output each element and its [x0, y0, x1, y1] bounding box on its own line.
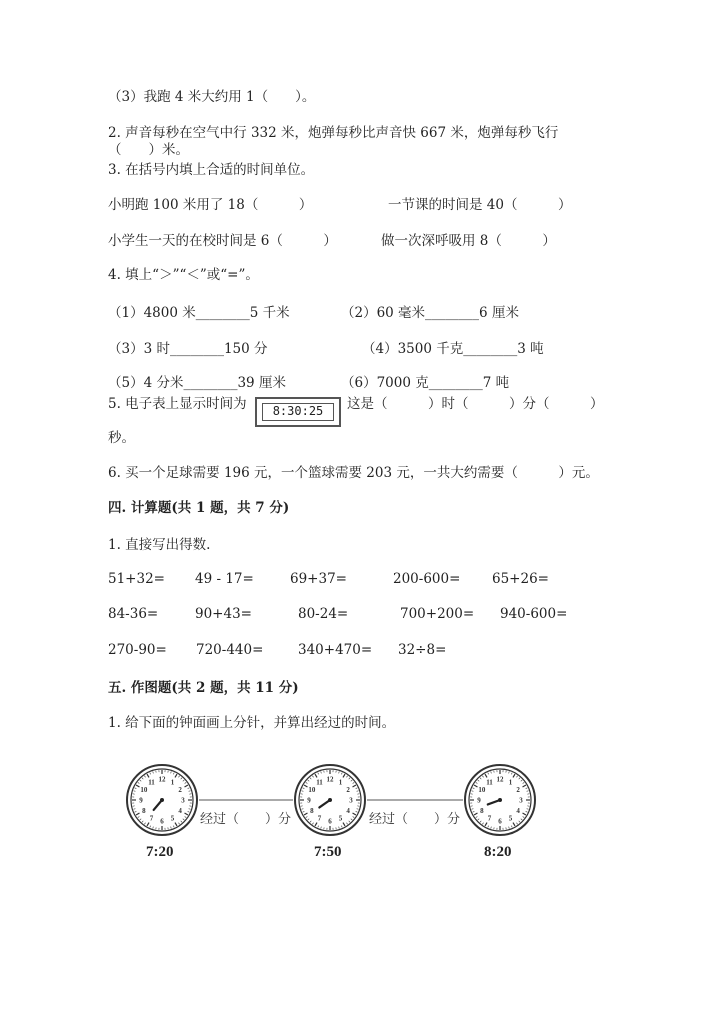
clock-numeral: 11	[148, 778, 155, 787]
digital-clock-display	[255, 397, 341, 427]
calc-problem: 49 - 17=	[195, 571, 254, 587]
question-2-cont: （ ）米。	[108, 142, 189, 158]
question-3-c: 小学生一天的在校时间是 6（ ）	[108, 233, 337, 249]
clock-numeral: 8	[310, 807, 314, 815]
clock-face[interactable]	[465, 765, 535, 835]
clock-numeral: 5	[338, 814, 343, 823]
section-4-heading: 四. 计算题(共 1 题，共 7 分)	[108, 500, 290, 516]
clock-numeral: 1	[508, 778, 513, 787]
calc-problem: 84-36=	[108, 606, 159, 622]
question-4-4: （4）3500 千克________3 吨	[362, 341, 544, 357]
calc-problem: 51+32=	[108, 571, 165, 587]
clock-numeral: 1	[170, 778, 175, 787]
digital-time: 8:30:25	[262, 403, 334, 421]
calc-problem: 270-90=	[108, 642, 167, 658]
calc-problem: 69+37=	[290, 571, 347, 587]
question-4-1: （1）4800 米________5 千米	[108, 305, 290, 321]
question-2: 2. 声音每秒在空气中行 332 米，炮弹每秒比声音快 667 米，炮弹每秒飞行	[108, 125, 559, 141]
clock-time-label-3: 8:20	[484, 844, 512, 860]
clock-numeral: 8	[480, 807, 484, 815]
clock-diagram	[0, 740, 720, 870]
clock-time-label-2: 7:50	[314, 844, 342, 860]
clock-numeral: 10	[308, 786, 316, 794]
clock-numeral: 3	[181, 796, 185, 805]
clock-numeral: 12	[326, 775, 334, 784]
question-3: 3. 在括号内填上合适的时间单位。	[108, 162, 315, 178]
elapsed-label-2: 经过（ ）分	[369, 812, 461, 827]
clock-numeral: 3	[349, 796, 353, 805]
calc-problem: 90+43=	[195, 606, 252, 622]
section-5-heading: 五. 作图题(共 2 题，共 11 分)	[108, 680, 299, 696]
question-1-3: （3）我跑 4 米大约用 1（ ）。	[108, 89, 316, 105]
calc-problem: 700+200=	[400, 606, 475, 622]
clock-face[interactable]	[127, 765, 197, 835]
clock-numeral: 5	[508, 814, 513, 823]
elapsed-label-1: 经过（ ）分	[200, 812, 292, 827]
clock-numeral: 12	[158, 775, 166, 784]
clock-numeral: 2	[178, 786, 182, 794]
section-5-question-1: 1. 给下面的钟面画上分针，并算出经过的时间。	[108, 715, 396, 731]
clock-numeral: 4	[178, 807, 182, 815]
clock-numeral: 10	[478, 786, 486, 794]
question-3-d: 做一次深呼吸用 8（ ）	[381, 233, 556, 249]
question-4-6: （6）7000 克________7 吨	[341, 375, 510, 391]
clock-numeral: 6	[498, 817, 502, 826]
calc-problem: 940-600=	[500, 606, 568, 622]
clock-numeral: 6	[328, 817, 332, 826]
question-5-blanks: 这是（ ）时（ ）分（ ）	[347, 396, 604, 412]
question-5: 5. 电子表上显示时间为	[108, 396, 247, 412]
calc-problem: 80-24=	[298, 606, 349, 622]
calc-problem: 32÷8=	[398, 642, 447, 658]
clock-numeral: 7	[149, 814, 154, 823]
clock-numeral: 5	[170, 814, 175, 823]
clock-numeral: 11	[486, 778, 493, 787]
calc-problem: 720-440=	[196, 642, 264, 658]
question-4-2: （2）60 毫米________6 厘米	[341, 305, 519, 321]
clock-numeral: 6	[160, 817, 164, 826]
clock-numeral: 10	[140, 786, 148, 794]
clock-numeral: 7	[317, 814, 322, 823]
calc-problem: 200-600=	[393, 571, 461, 587]
calc-problem: 340+470=	[298, 642, 373, 658]
clock-numeral: 9	[477, 796, 481, 805]
question-6: 6. 买一个足球需要 196 元，一个篮球需要 203 元，一共大约需要（ ）元。	[108, 465, 599, 481]
question-4-5: （5）4 分米________39 厘米	[108, 375, 286, 391]
clock-numeral: 9	[139, 796, 143, 805]
question-5-cont: 秒。	[108, 430, 135, 446]
question-4: 4. 填上“＞”“＜”或“=”。	[108, 267, 259, 283]
question-4-3: （3）3 时________150 分	[108, 341, 268, 357]
question-3-b: 一节课的时间是 40（ ）	[388, 197, 572, 213]
clock-numeral: 8	[142, 807, 146, 815]
calc-problem: 65+26=	[492, 571, 549, 587]
clock-numeral: 7	[487, 814, 492, 823]
clock-time-label-1: 7:20	[146, 844, 174, 860]
clock-numeral: 3	[519, 796, 523, 805]
question-3-a: 小明跑 100 米用了 18（ ）	[108, 197, 313, 213]
section-4-question-1: 1. 直接写出得数.	[108, 537, 211, 553]
clock-numeral: 4	[516, 807, 520, 815]
clock-numeral: 1	[338, 778, 343, 787]
clock-numeral: 12	[496, 775, 504, 784]
clock-numeral: 9	[307, 796, 311, 805]
clock-numeral: 2	[346, 786, 350, 794]
clock-numeral: 11	[316, 778, 323, 787]
clock-numeral: 2	[516, 786, 520, 794]
clock-face[interactable]	[295, 765, 365, 835]
clock-numeral: 4	[346, 807, 350, 815]
